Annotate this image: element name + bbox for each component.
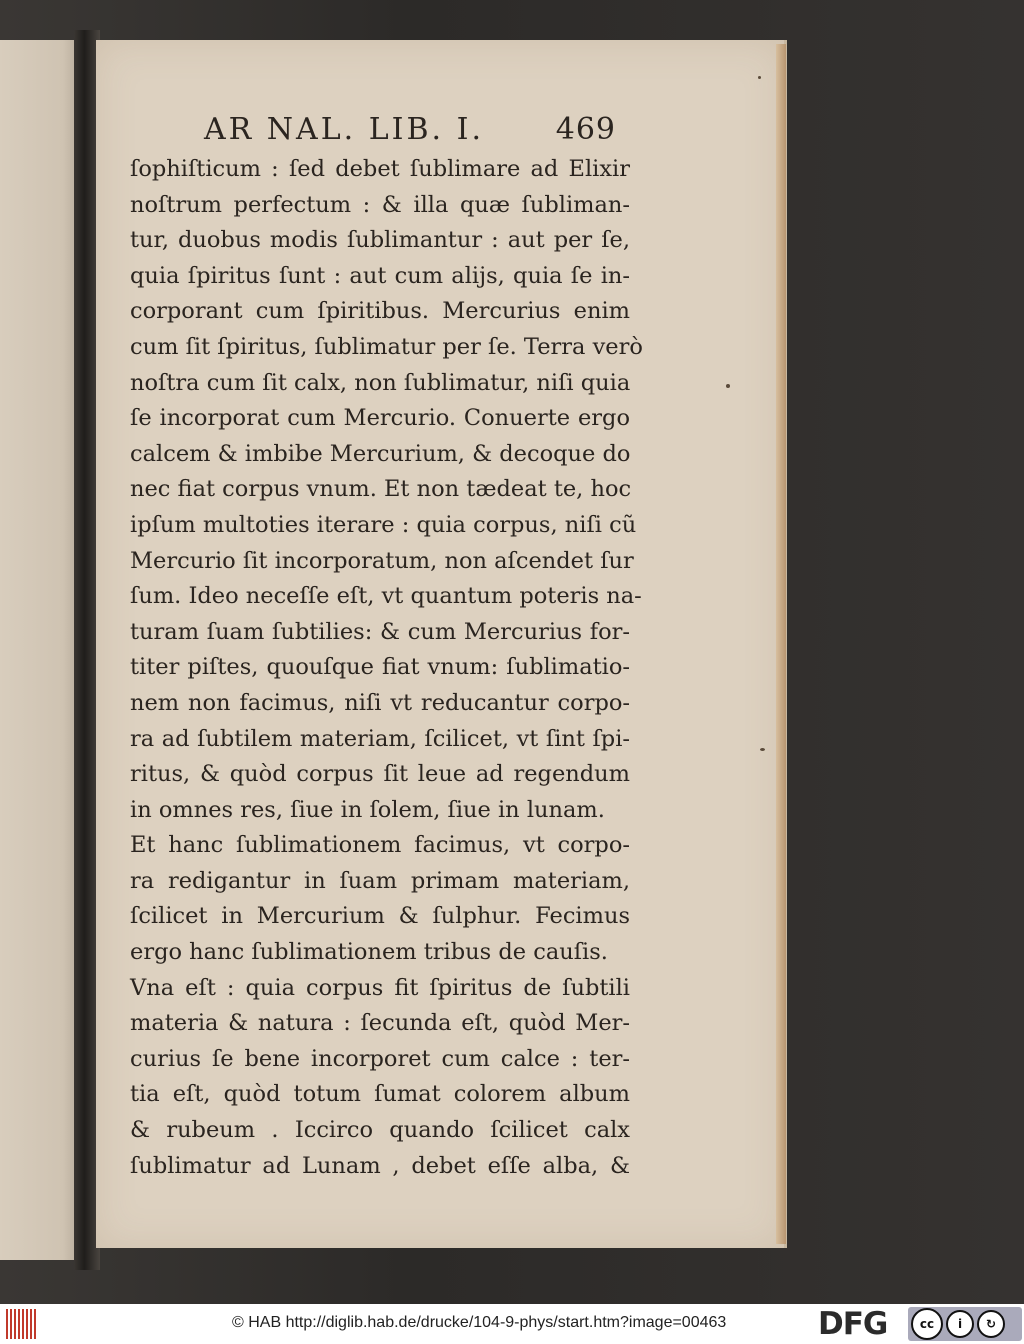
text-line: tia eſt, quòd totum ſumat colorem album bbox=[130, 1081, 630, 1108]
footer-bar bbox=[0, 1304, 1024, 1344]
text-line: calcem & imbibe Mercurium, & decoque do bbox=[130, 440, 631, 467]
by-icon: i bbox=[946, 1310, 974, 1338]
text-line: ra ad ſubtilem materiam, ſcilicet, vt ſint ſpi- bbox=[130, 725, 630, 752]
body-text bbox=[130, 152, 643, 1184]
text-line: in omnes res, ſiue in ſolem, ſiue in lunam. bbox=[130, 796, 605, 823]
text-line: ſe incorporat cum Mercurio. Conuerte ergo bbox=[130, 405, 630, 432]
paper-speck bbox=[726, 384, 730, 388]
cc-icon: cc bbox=[911, 1308, 943, 1340]
text-line: curius ſe bene incorporet cum calce : ter- bbox=[130, 1045, 630, 1072]
text-line: ſum. Ideo neceſſe eſt, vt quantum poteris na- bbox=[130, 583, 642, 610]
text-line: ſublimatur ad Lunam , debet eſſe alba, & bbox=[130, 1152, 630, 1179]
text-line: turam ſuam ſubtilies: & cum Mercurius for- bbox=[130, 618, 630, 645]
text-line: noſtrum perfectum : & illa quæ ſubliman- bbox=[130, 191, 630, 218]
barcode-icon bbox=[6, 1309, 36, 1339]
text-line: titer piſtes, quouſque fiat vnum: ſublimatio- bbox=[130, 654, 630, 681]
sa-icon: ↻ bbox=[977, 1310, 1005, 1338]
page-edge bbox=[776, 44, 786, 1244]
running-head-title: AR NAL. LIB. I. bbox=[204, 112, 484, 147]
text-line: nem non facimus, niſi vt reducantur corpo- bbox=[130, 689, 630, 716]
text-line: tur, duobus modis ſublimantur : aut per ſe, bbox=[130, 227, 630, 254]
text-line: Mercurio ſit incorporatum, non aſcendet ſur bbox=[130, 547, 634, 574]
text-line: ritus, & quòd corpus ſit leue ad regendum bbox=[130, 761, 630, 788]
paper-speck bbox=[758, 76, 761, 79]
text-line: & rubeum . Iccirco quando ſcilicet calx bbox=[130, 1117, 630, 1144]
dfg-logo: DFG bbox=[818, 1306, 888, 1342]
text-line: ra redigantur in ſuam primam materiam, bbox=[130, 867, 630, 894]
text-line: materia & natura : ſecunda eſt, quòd Mer- bbox=[130, 1010, 630, 1037]
text-line: cum ſit ſpiritus, ſublimatur per ſe. Terra verò bbox=[130, 333, 643, 360]
text-line: Et hanc ſublimationem facimus, vt corpo- bbox=[130, 832, 630, 859]
text-line: ergo hanc ſublimationem tribus de cauſis. bbox=[130, 939, 608, 966]
text-line: ſophiſticum : ſed debet ſublimare ad Elixir bbox=[130, 156, 630, 182]
text-line: nec fiat corpus vnum. Et non tædeat te, hoc bbox=[130, 476, 632, 503]
running-head bbox=[196, 112, 616, 152]
paper-speck bbox=[760, 748, 765, 751]
text-line: Vna eſt : quia corpus fit ſpiritus de ſubtili bbox=[130, 974, 630, 1001]
page-number: 469 bbox=[555, 112, 616, 147]
text-line: ipſum multoties iterare : quia corpus, niſi cũ bbox=[130, 511, 637, 538]
text-line: noſtra cum ſit calx, non ſublimatur, niſi quia bbox=[130, 369, 631, 396]
text-line: corporant cum ſpiritibus. Mercurius enim bbox=[130, 298, 630, 325]
license-badge[interactable] bbox=[908, 1307, 1022, 1341]
copyright-link[interactable]: © HAB http://diglib.hab.de/drucke/104-9-phys/start.htm?image=00463 bbox=[232, 1314, 727, 1331]
text-line: quia ſpiritus ſunt : aut cum alijs, quia ſe in- bbox=[130, 262, 630, 289]
text-line: ſcilicet in Mercurium & ſulphur. Fecimus bbox=[130, 903, 630, 930]
